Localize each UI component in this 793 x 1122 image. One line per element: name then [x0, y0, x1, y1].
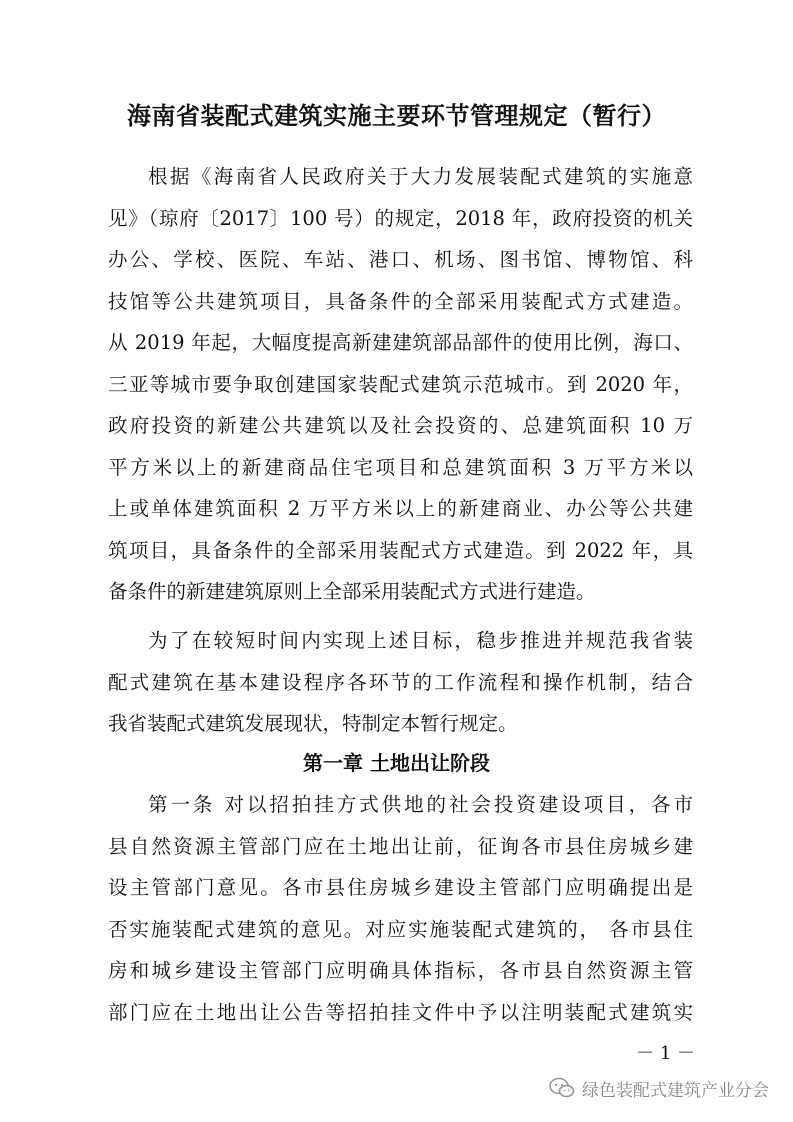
wechat-icon — [548, 1077, 576, 1099]
text-line: 为了在较短时间内实现上述目标，稳步推进并规范我省装 — [148, 629, 693, 652]
text-line: 部门应在土地出让公告等招拍挂文件中予以注明装配式建筑实 — [108, 1000, 693, 1024]
source-watermark — [548, 1073, 769, 1103]
text-line: 筑项目，具备条件的全部采用装配式方式建造。到 2022 年，具 — [108, 538, 693, 562]
text-line: 设主管部门意见。各市县住房城乡建设主管部门应明确提出是 — [108, 876, 693, 899]
text-line: 上或单体建筑面积 2 万平方米以上的新建商业、办公等公共建 — [108, 497, 693, 520]
text-line: 根据《海南省人民政府关于大力发展装配式建筑的实施意 — [148, 165, 693, 188]
text-line: 从 2019 年起，大幅度提高新建建筑部品部件的使用比例，海口、 — [108, 331, 693, 354]
text-line: 房和城乡建设主管部门应明确具体指标，各市县自然资源主管 — [108, 959, 693, 982]
article-1 — [108, 784, 693, 1033]
text-line: 平方米以上的新建商品住宅项目和总建筑面积 3 万平方米以 — [108, 455, 693, 479]
text-line: 我省装配式建筑发展现状，特制定本暂行规定。 — [108, 712, 518, 735]
paragraph-purpose — [108, 620, 693, 745]
text-line: 否实施装配式建筑的意见。对应实施装配式建筑的， 各市县住 — [108, 917, 693, 941]
text-line: 配式建筑在基本建设程序各环节的工作流程和操作机制，结合 — [108, 670, 693, 694]
text-line: 技馆等公共建筑项目，具备条件的全部采用装配式方式建造。 — [108, 289, 693, 313]
watermark-text: 绿色装配式建筑产业分会 — [582, 1080, 769, 1100]
text-line: 第一条 对以招拍挂方式供地的社会投资建设项目，各市 — [148, 793, 693, 816]
text-line: 三亚等城市要争取创建国家装配式建筑示范城市。到 2020 年， — [108, 372, 693, 396]
text-line: 办公、学校、医院、车站、港口、机场、图书馆、博物馆、科 — [108, 248, 693, 271]
document-title: 海南省装配式建筑实施主要环节管理规定（暂行） — [127, 101, 666, 130]
text-line: 备条件的新建建筑原则上全部采用装配式方式进行建造。 — [108, 580, 596, 603]
chapter-heading: 第一章 土地出让阶段 — [303, 751, 490, 775]
paragraph-intro — [108, 156, 693, 613]
text-line: 县自然资源主管部门应在土地出让前，征询各市县住房城乡建 — [108, 834, 693, 858]
text-line: 政府投资的新建公共建筑以及社会投资的、总建筑面积 10 万 — [108, 414, 693, 437]
page-number: － 1 － — [636, 1043, 695, 1064]
text-line: 见》（琼府〔2017〕100 号）的规定，2018 年，政府投资的机关 — [108, 206, 693, 230]
